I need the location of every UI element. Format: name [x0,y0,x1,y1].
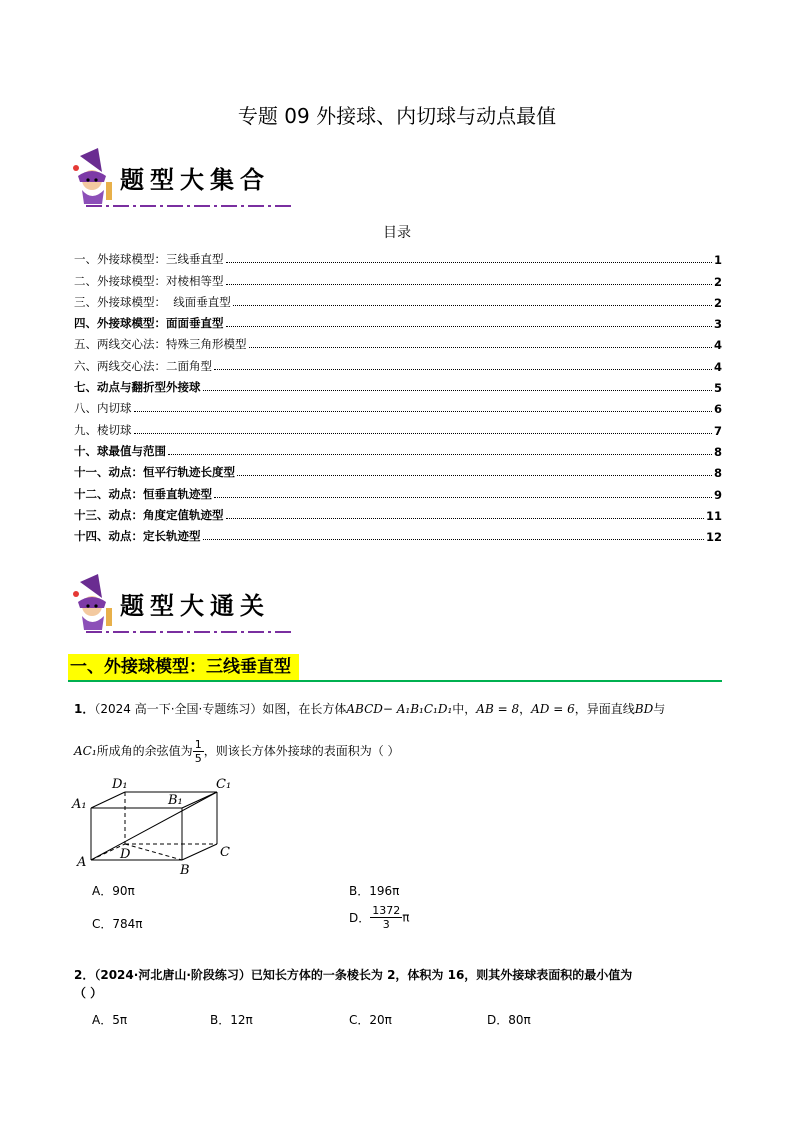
answer-blank: （ ） [74,986,103,1000]
toc-entry[interactable] [74,416,722,437]
fraction-numerator: 1372 [372,904,401,917]
option-b[interactable]: B．196π [349,884,400,898]
toc-leader-dots [237,475,712,476]
question-text: 中， [452,702,477,716]
option-d[interactable]: D．80π [487,1013,531,1027]
section-heading: 一、外接球模型：三线垂直型 [68,654,299,680]
vertex-label-B: B [180,863,190,878]
question-1-line1: 1．（2024 高一下·全国·专题练习）如图，在长方体ABCD− A₁B₁C₁D₁中，AB = 8，AD = 6，异面直线BD与 [74,702,666,716]
toc-entry[interactable] [74,438,722,459]
banner-text: 题型大通关 [120,591,270,620]
option-c[interactable]: C．784π [92,917,143,931]
question-text: ，则该长方体外接球的表面积为（ ） [203,744,400,758]
toc-entry-label: 一、外接球模型：三线垂直型 [74,252,224,267]
math-expr: ABCD− A₁B₁C₁D₁ [346,702,453,716]
fraction-denominator: 3 [382,918,390,931]
toc-page-number: 4 [713,338,722,353]
option-a[interactable]: A．90π [92,884,135,898]
toc-leader-dots [203,539,704,540]
pi-symbol: π [402,910,410,925]
toc-entry-label: 八、内切球 [74,401,132,416]
toc-page-number: 7 [713,423,722,438]
table-of-contents [74,246,722,544]
cuboid-figure [70,772,240,880]
toc-entry-label: 十、球最值与范围 [74,443,166,458]
toc-entry[interactable] [74,289,722,310]
toc-leader-dots [134,433,712,434]
option-prefix: D． [349,911,371,925]
toc-entry-label: 五、两线交心法：特殊三角形模型 [74,337,247,352]
toc-leader-dots [134,411,712,412]
toc-leader-dots [214,497,712,498]
toc-entry-label: 三、外接球模型： 线面垂直型 [74,294,231,309]
question-text: 如图，在长方体 [262,702,347,716]
question-2 [74,966,734,1002]
toc-entry[interactable] [74,267,722,288]
fraction [193,738,204,765]
toc-page-number: 3 [713,317,722,332]
toc-leader-dots [214,369,712,370]
fraction-denominator: 5 [194,752,202,765]
question-text: ，异面直线 [574,702,635,716]
toc-entry[interactable] [74,480,722,501]
option-a[interactable]: A．5π [92,1013,128,1027]
math-expr: AB = 8 [476,702,520,716]
page-title: 专题 09 外接球、内切球与动点最值 [237,104,557,128]
toc-entry-label: 十三、动点：角度定值轨迹型 [74,507,224,522]
toc-leader-dots [168,454,712,455]
toc-entry[interactable] [74,374,722,395]
math-expr: AC₁ [74,744,97,758]
math-expr: BD [634,702,654,716]
toc-entry-label: 六、两线交心法：二面角型 [74,358,212,373]
toc-page-number: 8 [713,466,722,481]
toc-page-number: 11 [705,508,722,523]
vertex-label-C: C [220,845,230,860]
option-b[interactable]: B．12π [210,1013,253,1027]
toc-page-number: 9 [713,487,722,502]
toc-leader-dots [203,390,712,391]
option-d[interactable] [349,904,409,931]
toc-entry[interactable] [74,523,722,544]
toc-leader-dots [226,326,712,327]
toc-leader-dots [233,305,712,306]
toc-leader-dots [226,262,712,263]
vertex-label-D1: D₁ [112,777,128,792]
toc-page-number: 2 [713,295,722,310]
question-number: 2． [74,968,95,982]
vertex-label-A: A [77,855,87,870]
toc-leader-dots [249,347,712,348]
vertex-label-B1: B₁ [168,793,183,808]
banner-question-practice [68,572,300,642]
toc-leader-dots [226,518,704,519]
toc-entry[interactable] [74,352,722,373]
vertex-label-C1: C₁ [216,777,232,792]
question-text: 所成角的余弦值为 [96,744,193,758]
toc-entry[interactable] [74,310,722,331]
toc-page-number: 1 [713,253,722,268]
question-number: 1． [74,702,95,716]
question-text: 已知长方体的一条棱长为 2，体积为 16，则其外接球表面积的最小值为 [250,968,633,982]
toc-page-number: 6 [713,402,722,417]
toc-entry-label: 十二、动点：恒垂直轨迹型 [74,486,212,501]
toc-page-number: 5 [713,381,722,396]
option-c[interactable]: C．20π [349,1013,392,1027]
toc-entry-label: 二、外接球模型：对棱相等型 [74,273,224,288]
fraction-numerator: 1 [194,738,202,751]
toc-entry-label: 十一、动点：恒平行轨迹长度型 [74,465,235,480]
banner-text: 题型大集合 [120,165,270,194]
toc-entry[interactable] [74,331,722,352]
question-1-line2 [74,738,734,765]
toc-entry[interactable] [74,502,722,523]
toc-entry-label: 四、外接球模型：面面垂直型 [74,316,224,331]
toc-page-number: 12 [705,530,722,545]
vertex-label-D: D [120,847,131,862]
toc-entry-label: 七、动点与翻折型外接球 [74,380,201,395]
toc-page-number: 2 [713,274,722,289]
toc-entry-label: 十四、动点：定长轨迹型 [74,529,201,544]
toc-page-number: 8 [713,444,722,459]
toc-entry[interactable] [74,246,722,267]
vertex-label-A1: A₁ [72,797,87,812]
toc-page-number: 4 [713,359,722,374]
toc-entry-label: 九、棱切球 [74,422,132,437]
question-source: （2024 高一下·全国·专题练习） [94,702,263,716]
fraction [370,904,402,931]
toc-entry[interactable] [74,395,722,416]
toc-heading: 目录 [383,225,411,241]
banner-question-types [68,146,300,216]
toc-entry[interactable] [74,459,722,480]
question-text: 与 [653,702,666,716]
toc-leader-dots [226,284,712,285]
section-divider [68,680,722,682]
question-source: （2024·河北唐山·阶段练习） [94,968,251,982]
math-expr: AD = 6 [531,702,575,716]
